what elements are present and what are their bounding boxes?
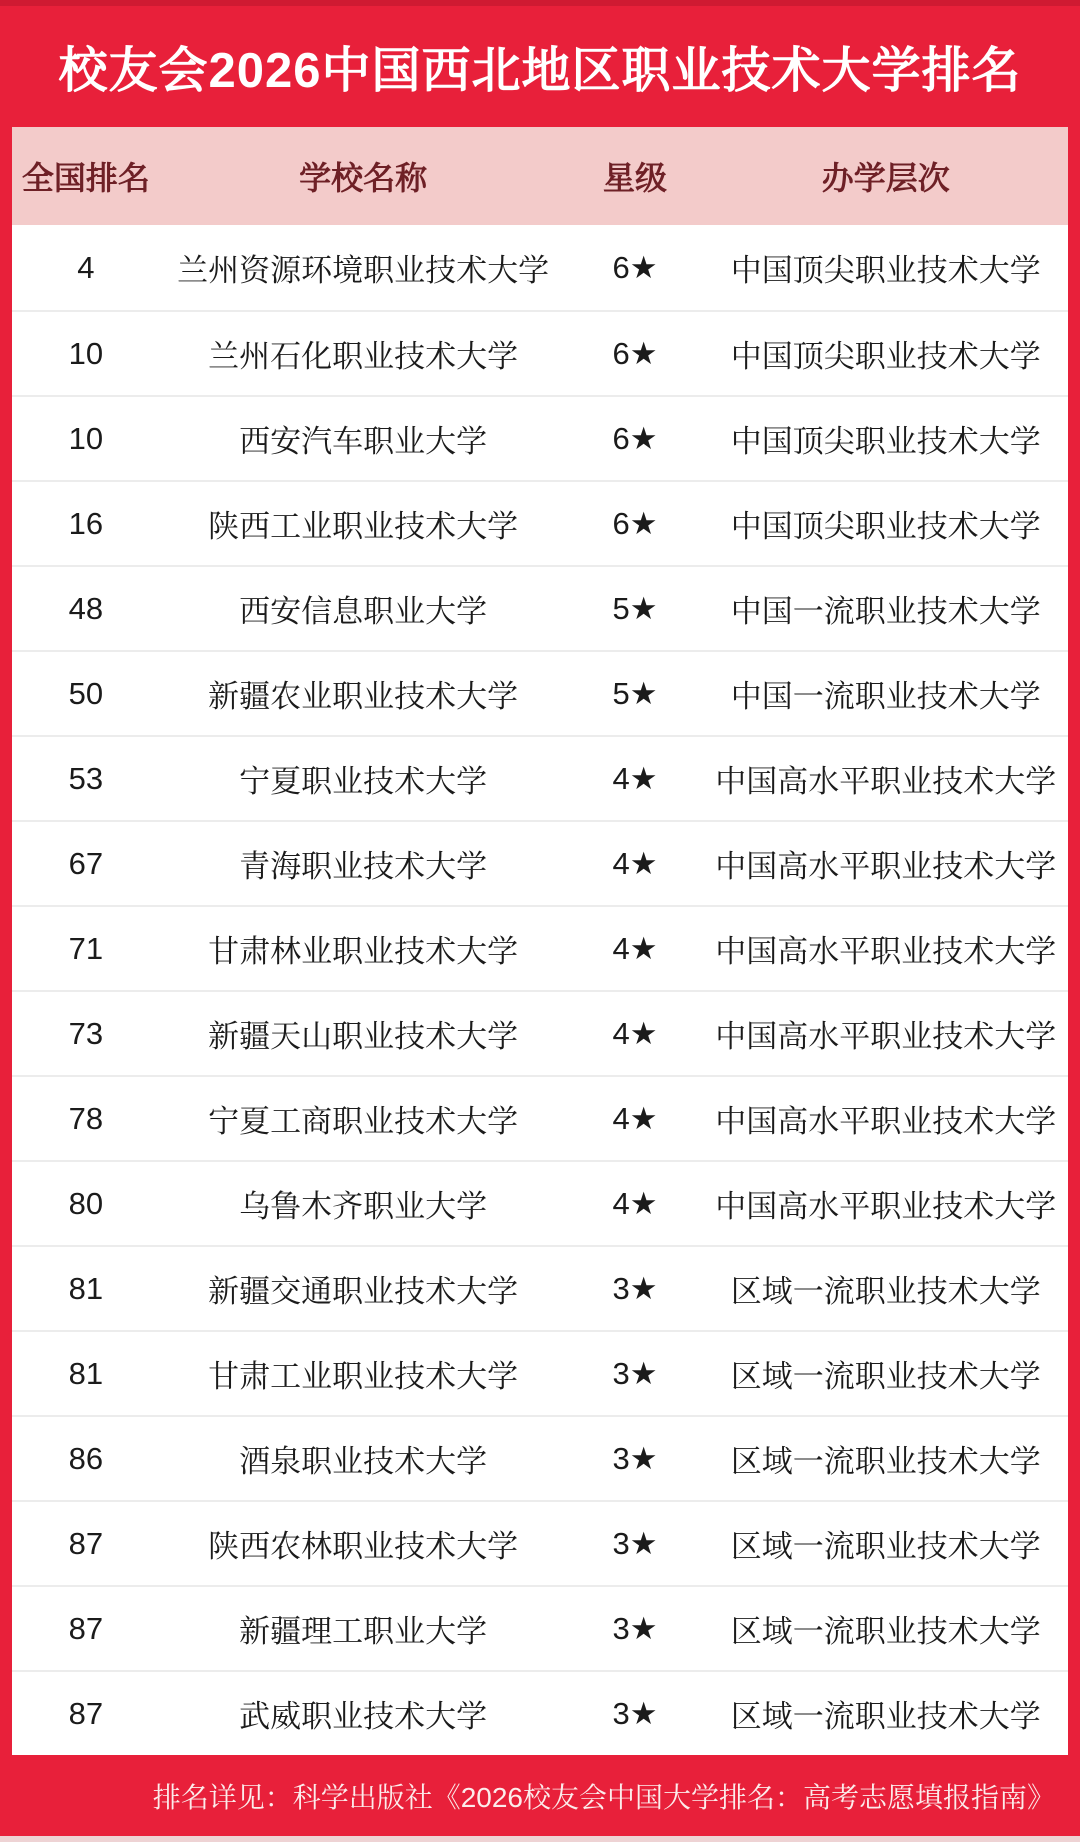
table-row bbox=[12, 1160, 1068, 1245]
table-row bbox=[12, 225, 1068, 310]
star-rating-cell: 3★ bbox=[612, 1525, 658, 1561]
star-rating-cell: 4★ bbox=[612, 1100, 658, 1136]
level-cell: 中国高水平职业技术大学 bbox=[715, 764, 1057, 799]
star-rating-cell: 3★ bbox=[612, 1440, 658, 1476]
rank-cell: 53 bbox=[68, 760, 104, 796]
page-title: 校友会2026中国西北地区职业技术大学排名 bbox=[58, 43, 1022, 98]
level-cell: 区域一流职业技术大学 bbox=[730, 1699, 1041, 1734]
level-cell: 中国一流职业技术大学 bbox=[730, 679, 1041, 714]
school-name-cell: 青海职业技术大学 bbox=[239, 849, 488, 884]
ranking-table bbox=[12, 127, 1068, 1755]
rank-cell: 80 bbox=[68, 1185, 104, 1221]
star-rating-cell: 3★ bbox=[612, 1610, 658, 1646]
school-name-cell: 西安汽车职业大学 bbox=[239, 424, 488, 459]
star-rating-cell: 6★ bbox=[612, 505, 658, 541]
school-name-cell: 西安信息职业大学 bbox=[239, 594, 488, 629]
school-name-cell: 甘肃工业职业技术大学 bbox=[208, 1359, 519, 1394]
title-banner bbox=[0, 6, 1080, 127]
school-name-cell: 陕西农林职业技术大学 bbox=[208, 1529, 519, 1564]
header-cell-school-name: 学校名称 bbox=[299, 160, 428, 196]
school-name-cell: 新疆交通职业技术大学 bbox=[208, 1274, 519, 1309]
level-cell: 区域一流职业技术大学 bbox=[730, 1614, 1041, 1649]
rank-cell: 4 bbox=[77, 249, 95, 285]
rank-cell: 16 bbox=[68, 505, 104, 541]
star-rating-cell: 6★ bbox=[612, 249, 658, 285]
star-rating-cell: 6★ bbox=[612, 335, 658, 371]
star-rating-cell: 4★ bbox=[612, 1015, 658, 1051]
table-body bbox=[12, 225, 1068, 1755]
footer-note: 排名详见：科学出版社《2026校友会中国大学排名：高考志愿填报指南》 bbox=[152, 1781, 1055, 1813]
star-rating-cell: 3★ bbox=[612, 1695, 658, 1731]
table-row bbox=[12, 1330, 1068, 1415]
school-name-cell: 新疆理工职业大学 bbox=[239, 1614, 488, 1649]
school-name-cell: 兰州资源环境职业技术大学 bbox=[177, 253, 550, 288]
table-row bbox=[12, 1415, 1068, 1500]
rank-cell: 81 bbox=[68, 1355, 104, 1391]
table-row bbox=[12, 1500, 1068, 1585]
level-cell: 中国高水平职业技术大学 bbox=[715, 1104, 1057, 1139]
table-row bbox=[12, 1245, 1068, 1330]
table-row bbox=[12, 820, 1068, 905]
star-rating-cell: 4★ bbox=[612, 760, 658, 796]
rank-cell: 81 bbox=[68, 1270, 104, 1306]
level-cell: 区域一流职业技术大学 bbox=[730, 1529, 1041, 1564]
star-rating-cell: 6★ bbox=[612, 420, 658, 456]
table-row bbox=[12, 565, 1068, 650]
school-name-cell: 陕西工业职业技术大学 bbox=[208, 509, 519, 544]
table-row bbox=[12, 990, 1068, 1075]
school-name-cell: 酒泉职业技术大学 bbox=[239, 1444, 488, 1479]
footer bbox=[0, 1755, 1080, 1836]
level-cell: 中国顶尖职业技术大学 bbox=[730, 339, 1041, 374]
school-name-cell: 武威职业技术大学 bbox=[239, 1699, 488, 1734]
level-cell: 中国高水平职业技术大学 bbox=[715, 849, 1057, 884]
rank-cell: 87 bbox=[68, 1525, 104, 1561]
school-name-cell: 兰州石化职业技术大学 bbox=[208, 339, 519, 374]
table-header-row bbox=[12, 127, 1068, 225]
level-cell: 区域一流职业技术大学 bbox=[730, 1359, 1041, 1394]
level-cell: 区域一流职业技术大学 bbox=[730, 1274, 1041, 1309]
level-cell: 中国高水平职业技术大学 bbox=[715, 934, 1057, 969]
rank-cell: 67 bbox=[68, 845, 104, 881]
level-cell: 中国一流职业技术大学 bbox=[730, 594, 1041, 629]
rank-cell: 71 bbox=[68, 930, 104, 966]
star-rating-cell: 4★ bbox=[612, 1185, 658, 1221]
rank-cell: 86 bbox=[68, 1440, 104, 1476]
star-rating-cell: 3★ bbox=[612, 1270, 658, 1306]
star-rating-cell: 4★ bbox=[612, 845, 658, 881]
level-cell: 中国高水平职业技术大学 bbox=[715, 1189, 1057, 1224]
table-row bbox=[12, 650, 1068, 735]
rank-cell: 10 bbox=[68, 335, 104, 371]
rank-cell: 73 bbox=[68, 1015, 104, 1051]
rank-cell: 50 bbox=[68, 675, 104, 711]
level-cell: 中国顶尖职业技术大学 bbox=[730, 253, 1041, 288]
table-row bbox=[12, 735, 1068, 820]
star-rating-cell: 5★ bbox=[612, 590, 658, 626]
rank-cell: 78 bbox=[68, 1100, 104, 1136]
table-row bbox=[12, 395, 1068, 480]
table-row bbox=[12, 480, 1068, 565]
level-cell: 中国高水平职业技术大学 bbox=[715, 1019, 1057, 1054]
school-name-cell: 乌鲁木齐职业大学 bbox=[239, 1189, 488, 1224]
level-cell: 中国顶尖职业技术大学 bbox=[730, 424, 1041, 459]
header-cell-star-rating: 星级 bbox=[603, 160, 668, 196]
school-name-cell: 新疆农业职业技术大学 bbox=[208, 679, 519, 714]
rank-cell: 48 bbox=[68, 590, 104, 626]
school-name-cell: 宁夏职业技术大学 bbox=[239, 764, 488, 799]
star-rating-cell: 3★ bbox=[612, 1355, 658, 1391]
star-rating-cell: 4★ bbox=[612, 930, 658, 966]
table-row bbox=[12, 310, 1068, 395]
school-name-cell: 新疆天山职业技术大学 bbox=[208, 1019, 519, 1054]
header-cell-school-level: 办学层次 bbox=[821, 160, 950, 196]
level-cell: 中国顶尖职业技术大学 bbox=[730, 509, 1041, 544]
header-cell-national-rank: 全国排名 bbox=[21, 160, 150, 196]
school-name-cell: 宁夏工商职业技术大学 bbox=[208, 1104, 519, 1139]
bottom-edge-strip bbox=[0, 1836, 1080, 1842]
table-row bbox=[12, 905, 1068, 990]
rank-cell: 87 bbox=[68, 1610, 104, 1646]
rank-cell: 10 bbox=[68, 420, 104, 456]
table-row bbox=[12, 1670, 1068, 1755]
table-row bbox=[12, 1075, 1068, 1160]
level-cell: 区域一流职业技术大学 bbox=[730, 1444, 1041, 1479]
table-row bbox=[12, 1585, 1068, 1670]
rank-cell: 87 bbox=[68, 1695, 104, 1731]
school-name-cell: 甘肃林业职业技术大学 bbox=[208, 934, 519, 969]
star-rating-cell: 5★ bbox=[612, 675, 658, 711]
